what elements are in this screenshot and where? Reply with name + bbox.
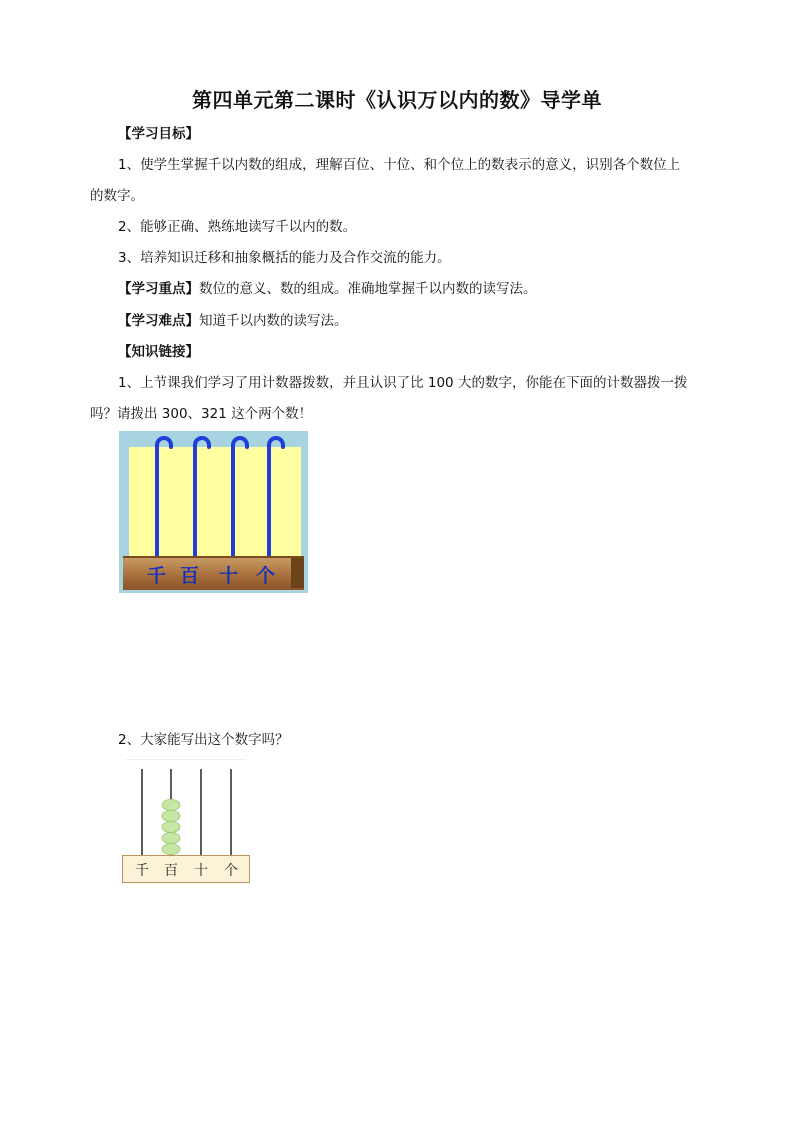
rod-thousands [157, 438, 171, 556]
objectives-heading: 【学习目标】 [118, 126, 199, 142]
counting-frame-image [119, 431, 308, 593]
rod-tens [233, 438, 247, 556]
abacus-label-ones: 个 [224, 863, 238, 879]
key-points-label: 【学习重点】 [118, 281, 199, 297]
abacus-bead [162, 800, 180, 811]
place-label-hundreds: 百 [180, 565, 200, 587]
objective-1-line-2: 的数字。 [90, 188, 144, 204]
objective-3: 3、培养知识迁移和抽象概括的能力及合作交流的能力。 [118, 250, 451, 266]
abacus-bead [162, 811, 180, 822]
key-points-text: 数位的意义、数的组成。准确地掌握千以内数的读写法。 [199, 281, 537, 297]
question-1-line-1: 1、上节课我们学习了用计数器拨数，并且认识了比 100 大的数字，你能在下面的计数器拨一拨 [118, 375, 688, 391]
page-title: 第四单元第二课时《认识万以内的数》导学单 [192, 88, 602, 112]
abacus-bead [162, 822, 180, 833]
abacus-bead [162, 844, 180, 855]
counting-frame-base-side [291, 558, 304, 588]
abacus-label-hundreds: 百 [164, 863, 178, 879]
abacus-beads [162, 800, 180, 855]
knowledge-heading: 【知识链接】 [118, 344, 199, 360]
difficulties-text: 知道千以内数的读写法。 [199, 313, 348, 329]
place-label-tens: 十 [219, 565, 239, 587]
question-1-line-2: 吗？请拨出 300、321 这个两个数！ [90, 406, 313, 422]
abacus-image [122, 759, 252, 887]
place-label-thousands: 千 [147, 565, 167, 587]
key-points [90, 279, 738, 299]
abacus-label-tens: 十 [194, 863, 208, 879]
abacus-bead [162, 833, 180, 844]
objective-2: 2、能够正确、熟练地读写千以内的数。 [118, 219, 357, 235]
abacus-label-thousands: 千 [135, 863, 149, 879]
rod-ones [269, 438, 283, 556]
abacus-rods [122, 759, 252, 859]
difficulties-label: 【学习难点】 [118, 313, 199, 329]
objective-1-line-1: 1、使学生掌握千以内数的组成，理解百位、十位、和个位上的数表示的意义，识别各个数位上 [118, 157, 681, 173]
difficulties [90, 311, 738, 331]
question-2: 2、大家能写出这个数字吗？ [118, 732, 289, 748]
rod-hundreds [195, 438, 209, 556]
place-label-ones: 个 [256, 565, 276, 587]
